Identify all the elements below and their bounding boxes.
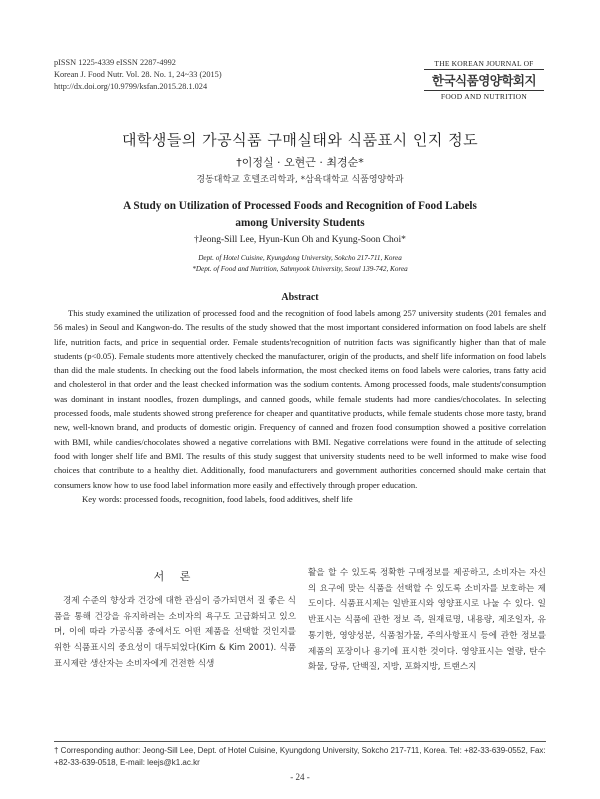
body-left-paragraph: 경제 수준의 향상과 건강에 대한 관심이 증가되면서 질 좋은 식품을 통해 건강을 유지하려는 소비자의 욕구도 고급화되고 있으며, 이에 따라 가공식품 중에서도 어떤 제품을 선택할 것인지를 위한 식품표시의 중요성이 대두되었다(Kim & Kim 2001). 식품표시제란 생산자는 소비자에게 건전한 식생 <box>54 596 296 669</box>
corresponding-author-footnote: † Corresponding author: Jeong-Sill Lee, Dept. of Hotel Cuisine, Kyungdong University, Sokcho 217-711, Korea. Tel: +82-33-639-0552, Fax: +82-33-639-0518, E-mail: leejs@k1.ac.kr <box>54 746 546 767</box>
abstract <box>54 306 546 506</box>
affiliation-english-2: *Dept. of Food and Nutrition, Sahmyook University, Seoul 139-742, Korea <box>192 265 408 273</box>
affiliation-korean: 경동대학교 호텔조리학과, *삼육대학교 식품영양학과 <box>196 175 404 185</box>
journal-name-en-top: THE KOREAN JOURNAL OF <box>424 59 544 70</box>
issn-line: pISSN 1225-4339 eISSN 2287-4992 <box>54 58 176 67</box>
abstract-heading: Abstract <box>281 292 319 303</box>
title-english-line1: A Study on Utilization of Processed Foods and Recognition of Food Labels <box>123 200 477 212</box>
journal-name-en-bottom: FOOD AND NUTRITION <box>424 90 544 101</box>
affiliation-english <box>0 253 600 275</box>
article-meta <box>54 57 222 93</box>
authors-english: †Jeong-Sill Lee, Hyun-Kun Oh and Kyung-Soon Choi* <box>194 235 406 245</box>
body-column-left <box>54 594 296 673</box>
body-column-right <box>308 566 546 676</box>
doi-link[interactable]: http://dx.doi.org/10.9799/ksfan.2015.28.1.024 <box>54 82 208 91</box>
section-title-introduction: 서 론 <box>153 570 197 583</box>
footnote-divider <box>54 741 546 742</box>
authors-korean: †이정실 · 오현근 · 최경순* <box>236 156 364 169</box>
keywords: Key words: processed foods, recognition, food labels, food additives, shelf life <box>82 493 353 504</box>
affiliation-english-1: Dept. of Hotel Cuisine, Kyungdong University, Sokcho 217-711, Korea <box>198 254 402 262</box>
page-number: - 24 - <box>290 772 310 782</box>
journal-name-ko: 한국식품영양학회지 <box>431 73 537 88</box>
title-english-line2: among University Students <box>235 217 365 229</box>
title-korean: 대학생들의 가공식품 구매실태와 식품표시 인지 정도 <box>121 131 479 149</box>
abstract-text: This study examined the utilization of processed food and the recognition of food labels among 257 university students (201 females and 56 males) in Seoul and Kangwon-do. The results of the study showed that the most important considered information on food labels are shelf life, nutrition facts, and price in sequential order. Female students'recognition of nutrition facts was significantly higher than that of male students (p<0.05). Female students more attentively checked the manufacturer, origin of the products, and shelf life information on food labels than did the male students. In checking out the food labels information, the most checked items on food labels were calories, trans fatty acid and cholesterol in that order and the least checked information was the sodium contents. Among processed foods, male students'consumption was dominant in instant noodles, frozen dumplings, and canned goods, while female students had more candies/chocolates. In selecting processed foods, male students showed strong preference for cheaper and quantitative products, while female students chose more tasty, brand new, well-known brand, and products of domestic origin. Frequency of canned and frozen food consumption showed a positive correlation with BMI, while candies/chocolates showed a negative correlations with BMI. Negative correlations were found in the attitude of selecting food with longer shelf life and BMI. The results of this study suggest that university students need to be well informed to make wise food choices that contribute to a healthy diet. Additionally, food manufacturers and government authorities concerned should make certain that consumers know how to use food label information more easily and effectively through proper education. <box>54 308 546 490</box>
citation-line: Korean J. Food Nutr. Vol. 28. No. 1, 24~33 (2015) <box>54 70 222 79</box>
body-right-paragraph: 활을 할 수 있도록 정확한 구매정보를 제공하고, 소비자는 자신의 요구에 맞는 식품을 선택할 수 있도록 소비자를 보호하는 제도이다. 식품표시제는 일반표시와 영양표시로 나눌 수 있다. 일반표시는 식품에 관한 정보 즉, 원재료명, 내용량, 제조일자, 유통기한, 영양성분, 식품첨가물, 주의사항표시 등에 관한 정보를 제품의 포장이나 용기에 표시한 것이다. 영양표시는 열량, 탄수화물, 당류, 단백질, 지방, 포화지방, 트랜스지 <box>308 568 546 673</box>
journal-logo <box>424 59 544 101</box>
title-english <box>0 198 600 232</box>
